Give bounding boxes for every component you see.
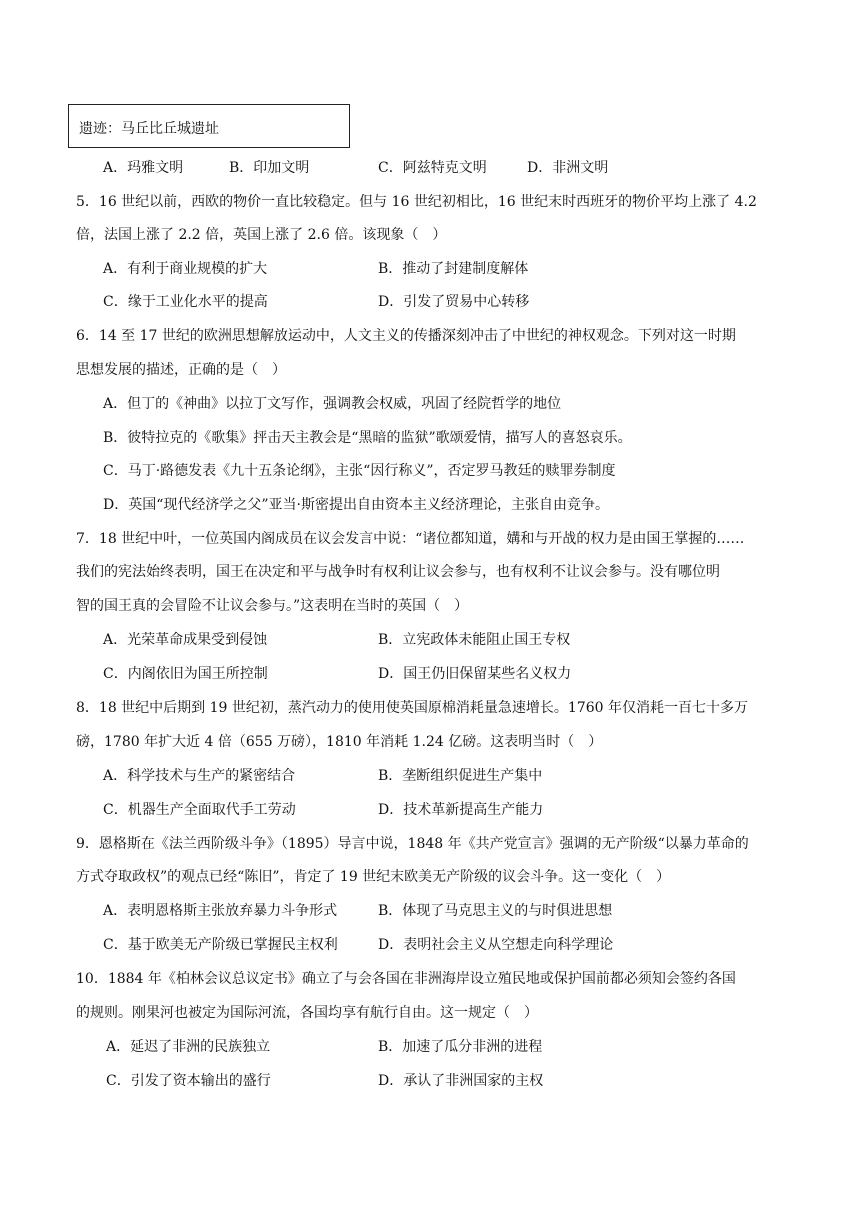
q4-option-d: D．非洲文明 (527, 160, 609, 176)
q6-option-a: A．但丁的《神曲》以拉丁文写作，强调教会权威，巩固了经院哲学的地位 (103, 396, 562, 412)
q7-option-c: C．内阁依旧为国王所控制 (103, 666, 268, 682)
q7-stem-line-2: 我们的宪法始终表明，国王在决定和平与战争时有权利让议会参与，也有权利不让议会参与。没有哪位明 (76, 564, 720, 580)
q10-option-b: B．加速了瓜分非洲的进程 (378, 1039, 543, 1055)
q5-stem-line-1: 5．16 世纪以前，西欧的物价一直比较稳定。但与 16 世纪初相比，16 世纪末时西班牙的物价平均上涨了 4.2 (76, 194, 757, 210)
q7-stem-line-3: 智的国王真的会冒险不让议会参与。”这表明在当时的英国（ ） (76, 598, 469, 614)
q6-option-c: C．马丁·路德发表《九十五条论纲》，主张“因行称义”，否定罗马教廷的赎罪券制度 (103, 463, 616, 479)
q10-option-c: C．引发了资本输出的盛行 (106, 1073, 271, 1089)
q4-option-c: C．阿兹特克文明 (378, 160, 487, 176)
q8-stem-line-2: 磅，1780 年扩大近 4 倍（655 万磅），1810 年消耗 1.24 亿磅。这表明当时（ ） (76, 734, 603, 750)
q7-option-a: A．光荣革命成果受到侵蚀 (103, 632, 268, 648)
source-box (68, 104, 350, 148)
q8-option-d: D．技术革新提高生产能力 (378, 802, 544, 818)
q6-option-d: D．英国“现代经济学之父”亚当·斯密提出自由资本主义经济理论，主张自由竞争。 (103, 497, 609, 513)
q8-stem-line-1: 8．18 世纪中后期到 19 世纪初，蒸汽动力的使用使英国原棉消耗量急速增长。1760 年仅消耗一百七十多万 (76, 700, 748, 716)
q6-option-b: B．彼特拉克的《歌集》抨击天主教会是“黑暗的监狱”歌颂爱情，描写人的喜怒哀乐。 (103, 430, 632, 446)
q5-option-d: D．引发了贸易中心转移 (378, 294, 530, 310)
q5-stem-line-2: 倍，法国上涨了 2.2 倍，英国上涨了 2.6 倍。该现象（ ） (76, 227, 447, 243)
q9-stem-line-2: 方式夺取政权”的观点已经“陈旧”，肯定了 19 世纪末欧美无产阶级的议会斗争。这一变化（ ） (76, 869, 671, 885)
q5-option-a: A．有利于商业规模的扩大 (103, 261, 268, 277)
q9-option-c: C．基于欧美无产阶级已掌握民主权利 (103, 937, 338, 953)
q7-stem-line-1: 7．18 世纪中叶，一位英国内阁成员在议会发言中说：“诸位都知道，媾和与开战的权力是由国王掌握的…… (76, 531, 745, 547)
q4-option-b: B．印加文明 (229, 160, 310, 176)
q7-option-d: D．国王仍旧保留某些名义权力 (378, 666, 572, 682)
q9-option-a: A．表明恩格斯主张放弃暴力斗争形式 (103, 903, 338, 919)
q10-option-a: A．延迟了非洲的民族独立 (106, 1039, 271, 1055)
q9-option-b: B．体现了马克思主义的与时俱进思想 (378, 903, 613, 919)
q6-stem-line-2: 思想发展的描述，正确的是（ ） (76, 362, 286, 378)
q4-option-a: A．玛雅文明 (103, 160, 184, 176)
q9-stem-line-1: 9．恩格斯在《法兰西阶级斗争》（1895）导言中说，1848 年《共产党宣言》强调的无产阶级“以暴力革命的 (76, 836, 749, 852)
q9-option-d: D．表明社会主义从空想走向科学理论 (378, 937, 614, 953)
q10-stem-line-1: 10．1884 年《柏林会议总议定书》确立了与会各国在非洲海岸设立殖民地或保护国前都必须知会签约各国 (76, 971, 736, 987)
q6-stem-line-1: 6．14 至 17 世纪的欧洲思想解放运动中，人文主义的传播深刻冲击了中世纪的神权观念。下列对这一时期 (76, 328, 736, 344)
q8-option-c: C．机器生产全面取代手工劳动 (103, 802, 296, 818)
q5-option-b: B．推动了封建制度解体 (378, 261, 529, 277)
q8-option-a: A．科学技术与生产的紧密结合 (103, 768, 296, 784)
q8-option-b: B．垄断组织促进生产集中 (378, 768, 543, 784)
q10-option-d: D．承认了非洲国家的主权 (378, 1073, 544, 1089)
source-box-text: 遗迹：马丘比丘城遗址 (79, 121, 219, 137)
q7-option-b: B．立宪政体未能阻止国王专权 (378, 632, 571, 648)
q5-option-c: C．缘于工业化水平的提高 (103, 294, 268, 310)
q10-stem-line-2: 的规则。刚果河也被定为国际河流，各国均享有航行自由。这一规定（ ） (76, 1005, 538, 1021)
